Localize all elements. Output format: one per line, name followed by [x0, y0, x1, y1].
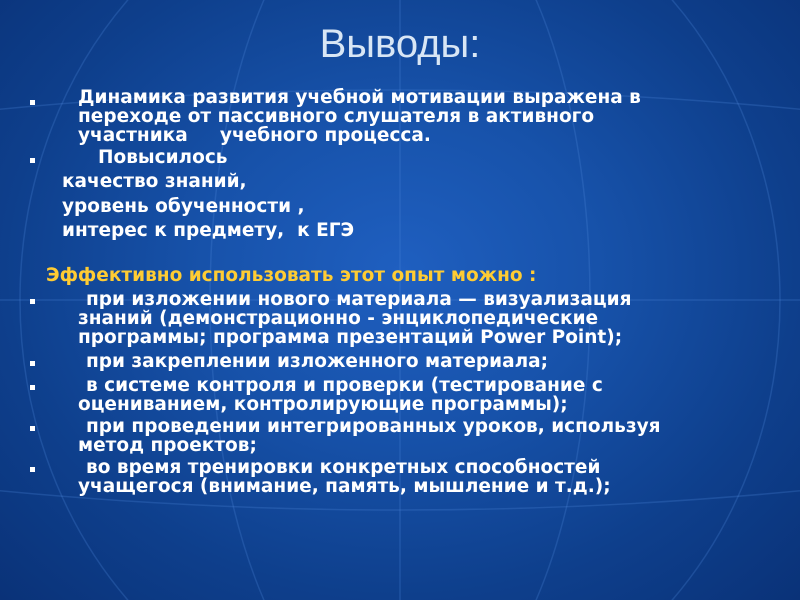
subheading: Эффективно использовать этот опыт можно : — [46, 265, 537, 286]
usage-line: во время тренировки конкретных способностей — [86, 457, 601, 478]
usage-line: при изложении нового материала — визуализация — [86, 289, 632, 310]
usage-line: знаний (демонстрационно - энциклопедические — [78, 308, 599, 329]
conclusion-line: Повысилось — [98, 147, 228, 168]
result-line: интерес к предмету, к ЕГЭ — [62, 220, 355, 241]
usage-line: программы; программа презентаций Power Point); — [78, 327, 623, 348]
conclusion-line: переходе от пассивного слушателя в активного — [78, 106, 595, 127]
bullet-icon — [30, 385, 35, 390]
usage-line: метод проектов; — [78, 435, 257, 456]
usage-line: учащегося (внимание, память, мышление и т.д.); — [78, 476, 611, 497]
bullet-icon — [30, 426, 35, 431]
bullet-icon — [30, 361, 35, 366]
conclusion-line: Динамика развития учебной мотивации выражена в — [78, 87, 641, 108]
usage-line: при закреплении изложенного материала; — [86, 351, 549, 372]
result-line: качество знаний, — [62, 171, 247, 192]
bullet-icon — [30, 100, 35, 105]
usage-line: в системе контроля и проверки (тестирование с — [86, 375, 603, 396]
bullet-icon — [30, 467, 35, 472]
bullet-icon — [30, 299, 35, 304]
usage-line: оцениванием, контролирующие программы); — [78, 394, 568, 415]
usage-line: при проведении интегрированных уроков, используя — [86, 416, 661, 437]
slide-title: Выводы: — [319, 22, 481, 66]
result-line: уровень обученности , — [62, 196, 305, 217]
conclusion-line: участника учебного процесса. — [78, 125, 431, 146]
bullet-icon — [30, 158, 35, 163]
